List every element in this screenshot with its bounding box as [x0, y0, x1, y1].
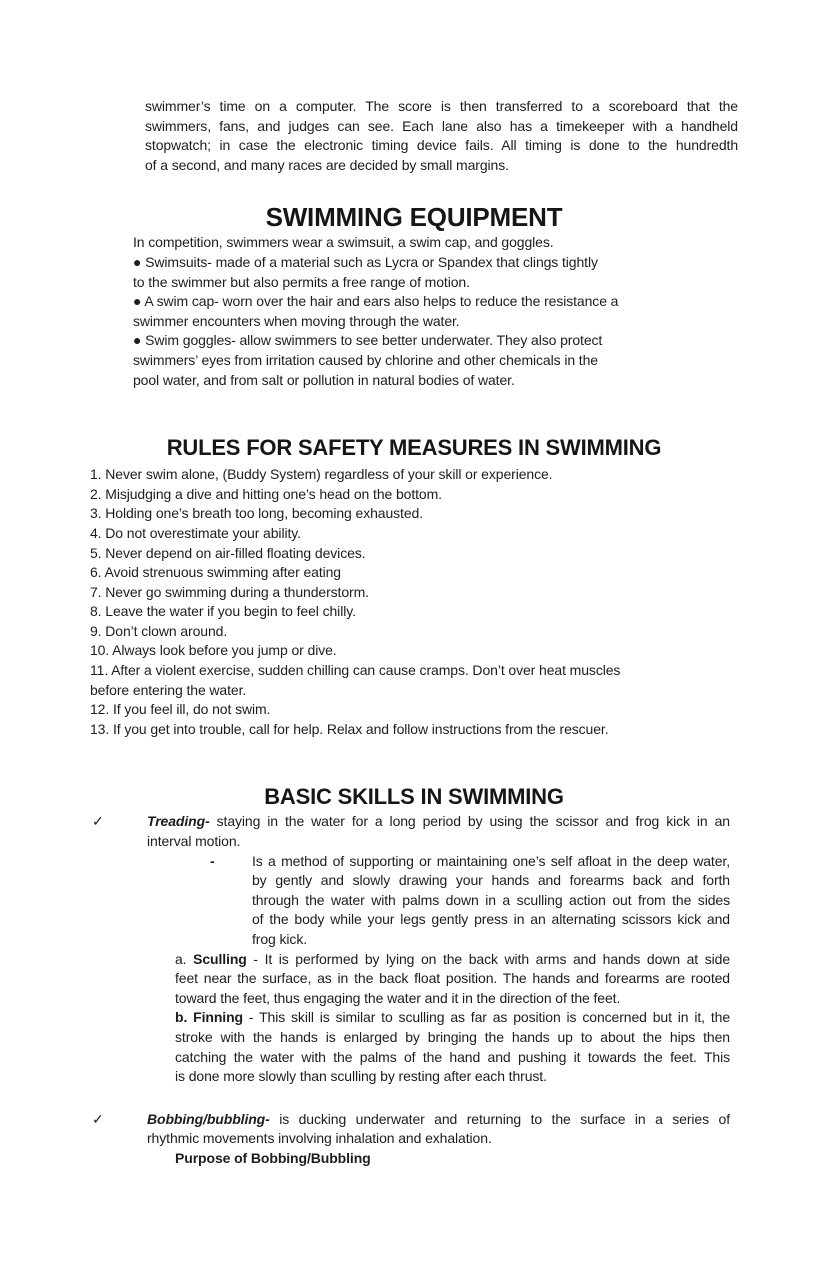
bobbing-term: Bobbing/bubbling-	[147, 1110, 270, 1127]
treading-line	[147, 812, 730, 832]
equipment-line: swimmer encounters when moving through the water.	[133, 312, 460, 329]
checkmark-icon: ✓	[92, 1110, 104, 1127]
rule-line: 7. Never go swimming during a thunderstorm.	[90, 583, 369, 600]
finning-line: catching the water with the palms of the hand and pushing it towards the feet. This	[175, 1048, 730, 1065]
intro-line: stopwatch; in case the electronic timing device fails. All timing is done to the hundredth	[145, 137, 738, 154]
finning-line	[175, 1008, 730, 1028]
intro-line: swimmer’s time on a computer. The score is then transferred to a scoreboard that the	[145, 98, 738, 114]
bobbing-line: rhythmic movements involving inhalation and exhalation.	[147, 1130, 492, 1147]
treading-sub-line: through the water with palms down in a sculling action out from the sides	[252, 891, 730, 908]
rule-line: 2. Misjudging a dive and hitting one’s head on the bottom.	[90, 485, 442, 502]
equipment-heading: SWIMMING EQUIPMENT	[265, 202, 563, 233]
intro-line: swimmers, fans, and judges can see. Each lane also has a timekeeper with a handheld	[145, 117, 738, 134]
basic-skills-section	[92, 812, 738, 1168]
rule-line: 5. Never depend on air-filled floating devices.	[90, 544, 366, 561]
equipment-line: ● Swimsuits- made of a material such as Lycra or Spandex that clings tightly	[133, 253, 598, 270]
dash-bullet-icon: -	[210, 852, 215, 869]
finning-text: - This skill is similar to sculling as far as position is concerned but in it, the	[242, 1009, 731, 1026]
rules-section	[90, 465, 760, 739]
intro-line: of a second, and many races are decided by small margins.	[145, 156, 509, 173]
equipment-line: pool water, and from salt or pollution in natural bodies of water.	[133, 371, 515, 388]
finning-paragraph	[175, 1008, 730, 1086]
rule-line: 11. After a violent exercise, sudden chilling can cause cramps. Don’t over heat muscles	[90, 662, 621, 679]
rule-line: 3. Holding one’s breath too long, becoming exhausted.	[90, 505, 424, 522]
equipment-line: ● Swim goggles- allow swimmers to see better underwater. They also protect	[133, 332, 603, 349]
treading-text: staying in the water for a long period by using the scissor and frog kick in an	[209, 813, 730, 830]
rule-line: 12. If you feel ill, do not swim.	[90, 701, 271, 718]
sculling-line	[175, 950, 730, 970]
rule-line: 6. Avoid strenuous swimming after eating	[90, 564, 341, 581]
rule-line: 1. Never swim alone, (Buddy System) regardless of your skill or experience.	[90, 466, 553, 483]
rule-line: 13. If you get into trouble, call for help. Relax and follow instructions from the rescuer.	[90, 720, 609, 737]
intro-paragraph	[145, 97, 738, 175]
treading-sub-line: frog kick.	[252, 931, 308, 947]
equipment-line: to the swimmer but also permits a free range of motion.	[133, 273, 470, 290]
sculling-text: - It is performed by lying on the back with arms and hands down at side	[246, 950, 731, 967]
checkmark-icon: ✓	[92, 813, 104, 830]
treading-sub-line: by gently and slowly drawing your hands and forearms back and forth	[252, 872, 730, 889]
equipment-line: swimmers’ eyes from irritation caused by chlorine and other chemicals in the	[133, 351, 598, 368]
sculling-paragraph	[175, 950, 730, 1009]
bobbing-line	[147, 1110, 730, 1130]
finning-term: b. Finning	[175, 1009, 243, 1026]
basic-skills-heading: BASIC SKILLS IN SWIMMING	[264, 784, 564, 810]
treading-sub-item	[210, 852, 730, 950]
finning-line: stroke with the hands is enlarged by bringing the hands up to about the hips then	[175, 1028, 730, 1045]
rule-line: 4. Do not overestimate your ability.	[90, 524, 301, 541]
treading-sub-line: of the body while your legs gently press in an alternating scissors kick and	[252, 911, 730, 928]
treading-sub-line: Is a method of supporting or maintaining one’s self afloat in the deep water,	[252, 852, 730, 869]
treading-item	[92, 812, 730, 851]
rule-line: 10. Always look before you jump or dive.	[90, 642, 337, 659]
bobbing-item	[92, 1110, 730, 1149]
equipment-line: ● A swim cap- worn over the hair and ears also helps to reduce the resistance a	[133, 293, 619, 310]
sculling-line: feet near the surface, as in the back float position. The hands and forearms are rooted	[175, 970, 730, 987]
rule-line: before entering the water.	[90, 681, 247, 698]
rule-line: 9. Don’t clown around.	[90, 622, 228, 639]
sculling-term: Sculling	[193, 950, 247, 967]
finning-line: is done more slowly than sculling by resting after each thrust.	[175, 1068, 547, 1085]
rules-heading: RULES FOR SAFETY MEASURES IN SWIMMING	[166, 435, 662, 461]
purpose-label: Purpose of Bobbing/Bubbling	[175, 1149, 371, 1166]
rule-line: 8. Leave the water if you begin to feel chilly.	[90, 603, 356, 620]
equipment-line: In competition, swimmers wear a swimsuit, a swim cap, and goggles.	[133, 234, 554, 251]
equipment-section	[133, 233, 753, 390]
sculling-prefix: a.	[175, 950, 194, 967]
treading-line: interval motion.	[147, 833, 241, 850]
treading-term: Treading-	[147, 813, 210, 830]
sculling-line: toward the feet, thus engaging the water and it in the direction of the feet.	[175, 989, 621, 1006]
bobbing-text: is ducking underwater and returning to the surface in a series of	[269, 1110, 730, 1127]
